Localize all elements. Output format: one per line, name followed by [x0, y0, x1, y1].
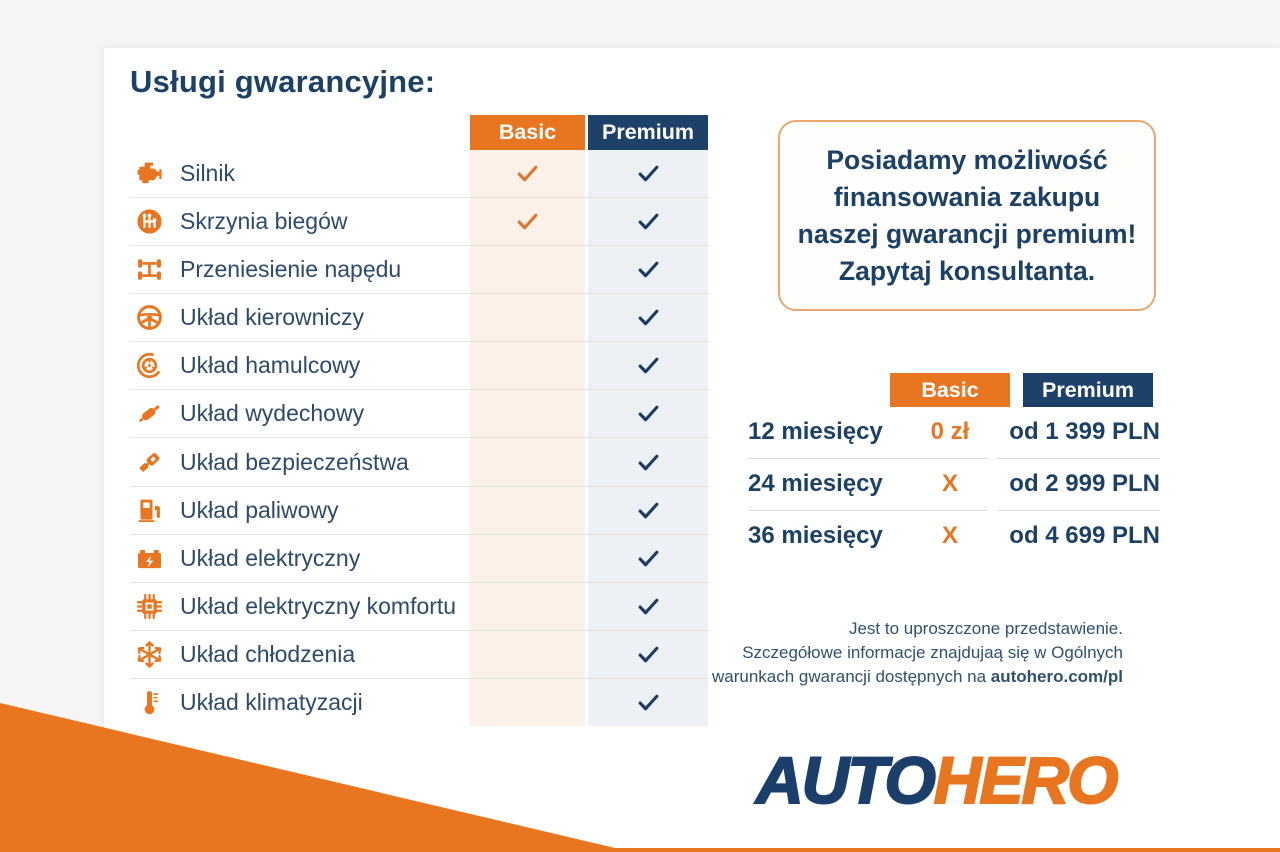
premium-check-icon [588, 487, 708, 534]
premium-check-icon [588, 342, 708, 389]
chip-icon [132, 589, 166, 623]
service-row [130, 679, 708, 726]
financing-note-line: finansowania zakupu [833, 181, 1101, 212]
logo-auto-text: AUTO [756, 743, 934, 817]
service-label: Silnik [180, 160, 235, 187]
premium-check-icon [588, 390, 708, 437]
premium-check-icon [588, 438, 708, 485]
service-row [130, 198, 708, 246]
footnote-line: Jest to uproszczone przedstawienie. [848, 619, 1123, 638]
snowflake-icon [132, 637, 166, 671]
service-label-cell [130, 390, 470, 437]
engine-icon [132, 157, 166, 191]
thermometer-icon [132, 685, 166, 719]
basic-cell [470, 390, 585, 437]
pricing-separator [997, 458, 1160, 459]
pricing-row [748, 458, 1160, 510]
seatbelt-icon [132, 445, 166, 479]
pricing-premium-value: od 1 399 PLN [1009, 418, 1160, 445]
services-header-spacer [130, 115, 470, 150]
services-rows [130, 150, 708, 726]
orange-bottom-strip [0, 848, 1280, 852]
service-label: Układ elektryczny komfortu [180, 592, 457, 619]
service-label-cell [130, 535, 470, 582]
financing-note-line: Posiadamy możliwość [826, 144, 1108, 175]
service-label: Układ kierowniczy [180, 304, 365, 331]
service-label-cell [130, 246, 470, 293]
premium-check-icon [588, 679, 708, 726]
page-title: Usługi gwarancyjne: [130, 64, 436, 99]
autohero-logo [756, 742, 1116, 818]
service-row [130, 246, 708, 294]
pricing-separator [997, 510, 1160, 511]
premium-check-icon [588, 583, 708, 630]
service-row [130, 294, 708, 342]
drivetrain-icon [132, 253, 166, 287]
service-label: Układ chłodzenia [180, 640, 356, 667]
basic-check-icon [470, 150, 585, 197]
service-label-cell [130, 294, 470, 341]
logo-hero-text: HERO [933, 743, 1117, 817]
service-label: Układ hamulcowy [180, 352, 361, 379]
service-row [130, 438, 708, 486]
basic-cell [470, 535, 585, 582]
basic-cell [470, 246, 585, 293]
service-label-cell [130, 438, 470, 485]
pricing-separator [748, 510, 988, 511]
service-label: Układ klimatyzacji [180, 688, 363, 715]
service-label-cell [130, 487, 470, 534]
exhaust-icon [132, 397, 166, 431]
basic-cell [470, 679, 585, 726]
premium-check-icon [588, 631, 708, 678]
basic-cell [470, 487, 585, 534]
services-table-header [130, 115, 708, 150]
service-label: Układ elektryczny [180, 544, 361, 571]
pricing-period: 12 miesięcy [748, 418, 883, 445]
service-row [130, 390, 708, 438]
battery-icon [132, 541, 166, 575]
basic-cell [470, 583, 585, 630]
service-label-cell [130, 583, 470, 630]
services-table [130, 115, 708, 726]
brake-disc-icon [132, 349, 166, 383]
pricing-premium-value: od 2 999 PLN [1009, 470, 1160, 497]
service-label-cell [130, 631, 470, 678]
services-column-basic: Basic [470, 115, 585, 150]
fuel-pump-icon [132, 493, 166, 527]
service-label-cell [130, 150, 470, 197]
pricing-period: 36 miesięcy [748, 522, 883, 549]
pricing-row [748, 510, 1160, 562]
service-label: Skrzynia biegów [180, 208, 348, 235]
basic-cell [470, 631, 585, 678]
pricing-basic-value: X [941, 470, 958, 497]
premium-check-icon [588, 198, 708, 245]
service-row [130, 487, 708, 535]
legal-footnote [712, 617, 1123, 689]
basic-cell [470, 294, 585, 341]
pricing-basic-value: X [941, 522, 958, 549]
service-label-cell [130, 342, 470, 389]
financing-note-box [778, 120, 1156, 311]
pricing-column-basic: Basic [890, 373, 1010, 407]
service-row [130, 150, 708, 198]
premium-check-icon [588, 246, 708, 293]
basic-cell [470, 342, 585, 389]
pricing-basic-value: 0 zł [930, 418, 970, 445]
service-label: Układ wydechowy [180, 400, 365, 427]
footnote-line: Szczegółowe informacje znajdujaą się w Ogólnych [742, 643, 1123, 662]
pricing-column-premium: Premium [1023, 373, 1153, 407]
footnote-website: autohero.com/pl [990, 667, 1123, 686]
basic-check-icon [470, 198, 585, 245]
gearbox-icon [132, 205, 166, 239]
premium-check-icon [588, 150, 708, 197]
footnote-line: warunkach gwarancji dostępnych na autohero.com/pl [711, 667, 1123, 686]
pricing-premium-value: od 4 699 PLN [1009, 522, 1160, 549]
steering-wheel-icon [132, 301, 166, 335]
services-column-premium: Premium [588, 115, 708, 150]
premium-check-icon [588, 294, 708, 341]
service-label-cell [130, 198, 470, 245]
service-label-cell [130, 679, 470, 726]
service-label: Układ paliwowy [180, 496, 339, 523]
pricing-separator [748, 458, 988, 459]
service-row [130, 631, 708, 679]
service-row [130, 583, 708, 631]
service-row [130, 535, 708, 583]
service-label: Układ bezpieczeństwa [180, 448, 409, 475]
pricing-period: 24 miesięcy [748, 470, 883, 497]
premium-check-icon [588, 535, 708, 582]
service-label: Przeniesienie napędu [180, 256, 402, 283]
service-row [130, 342, 708, 390]
pricing-rows [748, 406, 1160, 562]
basic-cell [470, 438, 585, 485]
financing-note-line: Zapytaj konsultanta. [838, 255, 1096, 286]
financing-note-line: naszej gwarancji premium! [797, 218, 1137, 249]
pricing-row [748, 406, 1160, 458]
